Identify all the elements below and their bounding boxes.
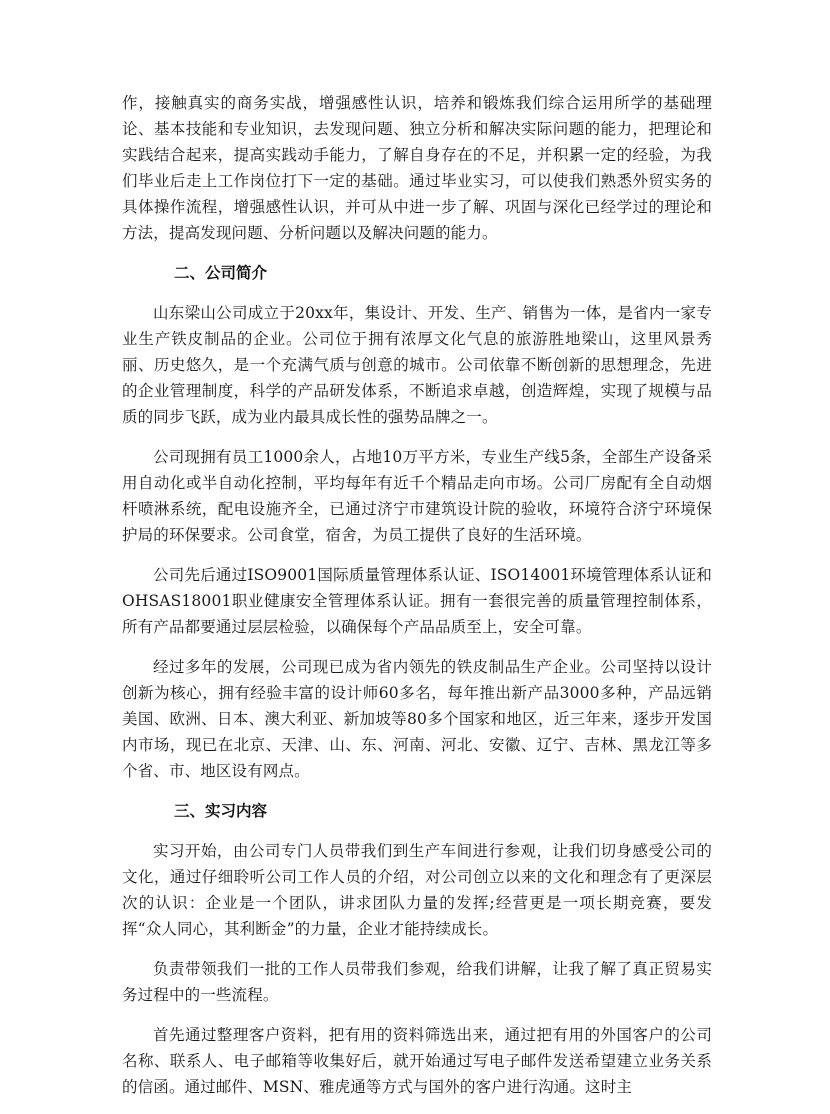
paragraph-company-scale: 公司现拥有员工1000余人，占地10万平方米，专业生产线5条，全部生产设备采用自动化或半自动化控制，平均每年有近千个精品走向市场。公司厂房配有全自动烟杆喷淋系统，配电设施齐全，已通过济宁市建筑设计院的验收，环境符合济宁环境保护局的环保要求。公司食堂，宿舍，为员工提供了良好的生活环境。 bbox=[122, 448, 712, 544]
paragraph-certifications: 公司先后通过ISO9001国际质量管理体系认证、ISO14001环境管理体系认证和OHSAS18001职业健康安全管理体系认证。拥有一套很完善的质量管理控制体系，所有产品都要通过层层检验，以确保每个产品品质至上，安全可靠。 bbox=[122, 566, 712, 636]
section-heading-company-profile: 二、公司简介 bbox=[174, 264, 268, 282]
document-body bbox=[122, 90, 712, 1114]
paragraph-development: 经过多年的发展，公司现已成为省内领先的铁皮制品生产企业。公司坚持以设计创新为核心，拥有经验丰富的设计师60多名，每年推出新产品3000多种，产品远销美国、欧洲、日本、澳大利亚、新加坡等80多个国家和地区，近三年来，逐步开发国内市场，现已在北京、天津、山、东、河南、河北、安徽、辽宁、吉林、黑龙江等多个省、市、地区设有网点。 bbox=[122, 658, 712, 780]
paragraph-guided-tour: 负责带领我们一批的工作人员带我们参观，给我们讲解，让我了解了真正贸易实务过程中的一些流程。 bbox=[122, 960, 712, 1004]
paragraph-company-founding: 山东梁山公司成立于20xx年，集设计、开发、生产、销售为一体，是省内一家专业生产铁皮制品的企业。公司位于拥有浓厚文化气息的旅游胜地梁山，这里风景秀丽、历史悠久，是一个充满气质与创意的城市。公司依靠不断创新的思想理念，先进的企业管理制度，科学的产品研发体系，不断追求卓越，创造辉煌，实现了规模与品质的同步飞跃，成为业内最具成长性的强势品牌之一。 bbox=[122, 304, 712, 426]
paragraph-internship-start: 实习开始，由公司专门人员带我们到生产车间进行参观，让我们切身感受公司的文化，通过仔细聆听公司工作人员的介绍，对公司创立以来的文化和理念有了更深层次的认识：企业是一个团队，讲求团队力量的发挥;经营更是一项长期竞赛，要发挥“众人同心，其利断金”的力量，企业才能持续成长。 bbox=[122, 842, 712, 938]
paragraph-client-data: 首先通过整理客户资料，把有用的资料筛选出来，通过把有用的外国客户的公司名称、联系人、电子邮箱等收集好后，就开始通过写电子邮件发送希望建立业务关系的信函。通过邮件、MSN、雅虎通等方式与国外的客户进行沟通。这时主 bbox=[122, 1026, 712, 1096]
section-heading-internship-content: 三、实习内容 bbox=[174, 802, 268, 820]
intro-paragraph: 作，接触真实的商务实战，增强感性认识，培养和锻炼我们综合运用所学的基础理论、基本技能和专业知识，去发现问题、独立分析和解决实际问题的能力，把理论和实践结合起来，提高实践动手能力，了解自身存在的不足，并积累一定的经验，为我们毕业后走上工作岗位打下一定的基础。通过毕业实习，可以使我们熟悉外贸实务的具体操作流程，增强感性认识，并可从中进一步了解、巩固与深化已经学过的理论和方法，提高发现问题、分析问题以及解决问题的能力。 bbox=[122, 94, 712, 242]
